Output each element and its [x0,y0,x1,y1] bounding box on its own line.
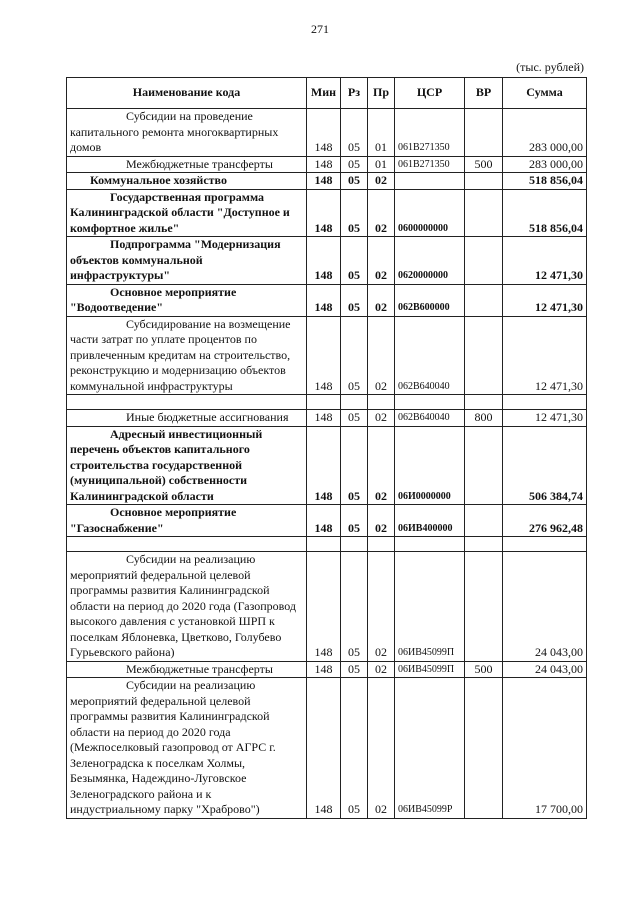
units-label: (тыс. рублей) [516,60,584,74]
row-vr [465,109,503,157]
row-rz: 05 [341,173,368,190]
row-sum: 12 471,30 [503,410,587,427]
row-pr: 01 [368,109,395,157]
table-row [67,552,587,662]
row-name: Межбюджетные трансферты [67,156,307,173]
row-name: Субсидирование на возмещение части затрат по уплате процентов по привлеченным кредитам на строительство, реконструкцию и модернизацию объектов коммунальной инфраструктуры [67,316,307,395]
row-min: 148 [307,284,341,316]
row-rz: 05 [341,284,368,316]
budget-table [66,77,587,819]
row-name: Подпрограмма "Модернизация объектов коммунальной инфраструктуры" [67,237,307,285]
row-sum: 518 856,04 [503,173,587,190]
row-csr: 062В600000 [395,284,465,316]
table-row [67,109,587,157]
row-sum: 17 700,00 [503,678,587,819]
header-name: Наименование кода [67,78,307,109]
table-row [67,505,587,537]
row-min: 148 [307,156,341,173]
row-sum: 24 043,00 [503,552,587,662]
row-vr [465,189,503,237]
row-name: Коммунальное хозяйство [67,173,307,190]
table-header-row [67,78,587,109]
row-name: Государственная программа Калининградской области "Доступное и комфортное жилье" [67,189,307,237]
row-pr: 02 [368,173,395,190]
table-row [67,678,587,819]
row-name: Субсидии на реализацию мероприятий федеральной целевой программы развития Калининградской области на период до 2020 года (Газопровод высокого давления с установкой ШРП к поселкам Яблоневка, Цветково, Голубево Гурьевского района) [67,552,307,662]
row-sum: 12 471,30 [503,284,587,316]
spacer-row [67,395,587,410]
table-row [67,189,587,237]
header-pr: Пр [368,78,395,109]
spacer-row [67,537,587,552]
row-min: 148 [307,410,341,427]
row-vr [465,426,503,505]
row-pr: 02 [368,426,395,505]
table-row [67,156,587,173]
row-sum: 518 856,04 [503,189,587,237]
row-vr: 500 [465,156,503,173]
row-csr: 061В271350 [395,156,465,173]
row-csr: 062В640040 [395,316,465,395]
table-row [67,316,587,395]
row-csr: 061В271350 [395,109,465,157]
row-pr: 02 [368,410,395,427]
row-pr: 02 [368,316,395,395]
row-rz: 05 [341,156,368,173]
row-sum: 283 000,00 [503,156,587,173]
row-csr: 0620000000 [395,237,465,285]
row-vr [465,505,503,537]
row-min: 148 [307,173,341,190]
row-min: 148 [307,109,341,157]
row-pr: 02 [368,237,395,285]
table-row [67,284,587,316]
row-rz: 05 [341,189,368,237]
row-sum: 283 000,00 [503,109,587,157]
row-name: Основное мероприятие "Водоотведение" [67,284,307,316]
row-pr: 01 [368,156,395,173]
table-row [67,173,587,190]
row-csr: 0600000000 [395,189,465,237]
row-pr: 02 [368,284,395,316]
row-name: Основное мероприятие "Газоснабжение" [67,505,307,537]
row-min: 148 [307,316,341,395]
row-rz: 05 [341,410,368,427]
row-rz: 05 [341,505,368,537]
header-csr: ЦСР [395,78,465,109]
row-rz: 05 [341,426,368,505]
header-sum: Сумма [503,78,587,109]
row-pr: 02 [368,678,395,819]
row-rz: 05 [341,661,368,678]
row-vr [465,552,503,662]
header-min: Мин [307,78,341,109]
row-sum: 12 471,30 [503,316,587,395]
page-number: 271 [311,22,329,36]
row-sum: 276 962,48 [503,505,587,537]
row-vr: 800 [465,410,503,427]
row-min: 148 [307,189,341,237]
row-min: 148 [307,505,341,537]
row-vr [465,173,503,190]
row-min: 148 [307,661,341,678]
table-row [67,410,587,427]
row-sum: 506 384,74 [503,426,587,505]
row-sum: 24 043,00 [503,661,587,678]
row-pr: 02 [368,661,395,678]
row-csr: 06ИВ45099П [395,661,465,678]
row-csr: 062В640040 [395,410,465,427]
row-vr [465,678,503,819]
row-pr: 02 [368,552,395,662]
row-csr: 06И0000000 [395,426,465,505]
row-min: 148 [307,237,341,285]
row-vr: 500 [465,661,503,678]
header-rz: Рз [341,78,368,109]
row-min: 148 [307,552,341,662]
row-vr [465,237,503,285]
row-rz: 05 [341,552,368,662]
row-name: Межбюджетные трансферты [67,661,307,678]
row-min: 148 [307,426,341,505]
row-rz: 05 [341,678,368,819]
row-name: Иные бюджетные ассигнования [67,410,307,427]
row-min: 148 [307,678,341,819]
header-vr: ВР [465,78,503,109]
row-name: Субсидии на реализацию мероприятий федеральной целевой программы развития Калининградской области на период до 2020 года (Межпоселковый газопровод от АГРС г. Зеленоградска к поселкам Холмы, Безымянка, Надеждино-Луговское Зеленоградского района и к индустриальному парку "Храброво") [67,678,307,819]
row-rz: 05 [341,237,368,285]
row-rz: 05 [341,109,368,157]
row-name: Субсидии на проведение капитального ремонта многоквартирных домов [67,109,307,157]
row-rz: 05 [341,316,368,395]
row-sum: 12 471,30 [503,237,587,285]
row-vr [465,284,503,316]
table-row [67,237,587,285]
table-row [67,661,587,678]
row-csr: 06ИВ400000 [395,505,465,537]
row-vr [465,316,503,395]
row-csr: 06ИВ45099П [395,552,465,662]
row-pr: 02 [368,189,395,237]
table-row [67,426,587,505]
row-name: Адресный инвестиционный перечень объектов капитального строительства государственной (муниципальной) собственности Калининградской области [67,426,307,505]
row-csr [395,173,465,190]
row-csr: 06ИВ45099Р [395,678,465,819]
row-pr: 02 [368,505,395,537]
